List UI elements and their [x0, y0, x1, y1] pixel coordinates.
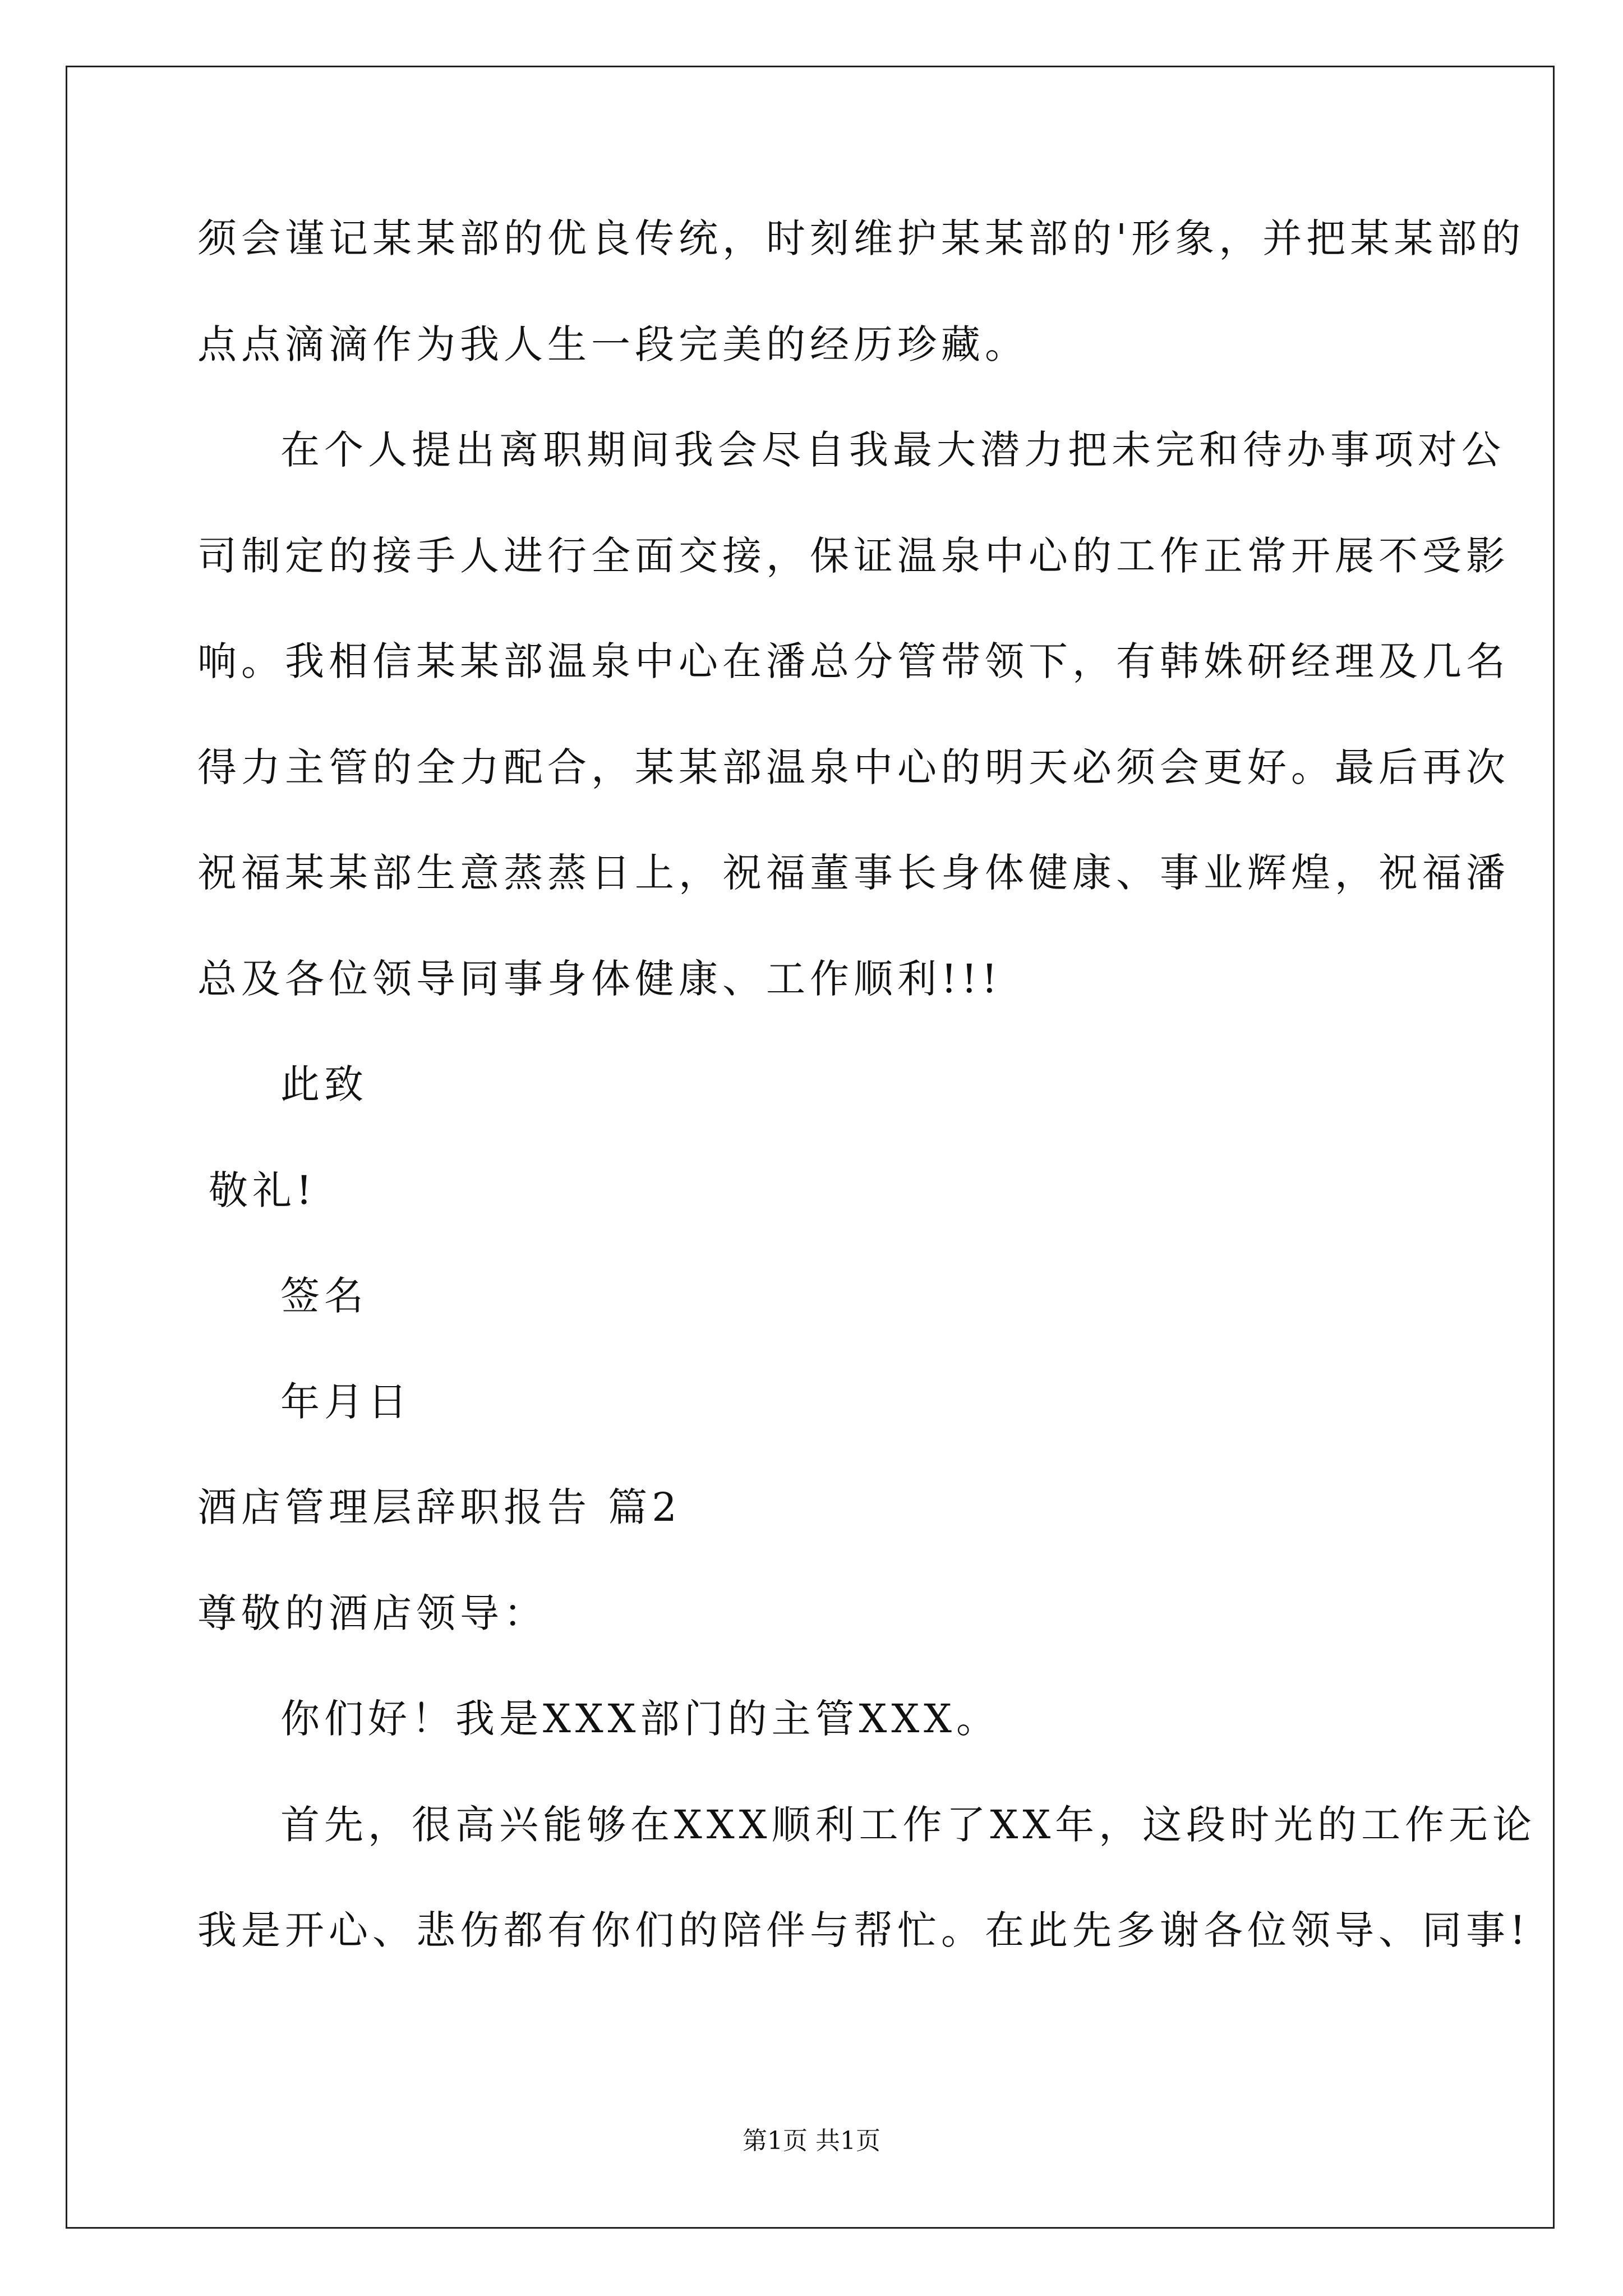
text-line: 得力主管的全力配合，某某部温泉中心的明天必须会更好。最后再次	[197, 744, 1510, 790]
date-label: 年月日	[280, 1378, 412, 1425]
closing-salutation: 此致	[280, 1061, 368, 1107]
text-line: 响。我相信某某部温泉中心在潘总分管带领下，有韩姝研经理及几名	[197, 638, 1510, 684]
letter-greeting: 尊敬的酒店领导：	[197, 1590, 547, 1636]
text-line: 首先，很高兴能够在XXX顺利工作了XX年，这段时光的工作无论	[280, 1801, 1537, 1848]
text-line: 总及各位领导同事身体健康、工作顺利!!!	[197, 955, 1002, 1002]
document-body	[197, 215, 1537, 2017]
text-line: 在个人提出离职期间我会尽自我最大潜力把未完和待办事项对公	[280, 427, 1505, 473]
text-line: 须会谨记某某部的优良传统，时刻维护某某部的'形象，并把某某部的	[197, 215, 1525, 261]
signature-label: 签名	[280, 1273, 368, 1319]
text-line: 你们好！我是XXX部门的主管XXX。	[280, 1696, 1000, 1742]
section-title: 酒店管理层辞职报告 篇2	[197, 1484, 681, 1530]
text-line: 祝福某某部生意蒸蒸日上，祝福董事长身体健康、事业辉煌，祝福潘	[197, 850, 1510, 896]
text-line: 我是开心、悲伤都有你们的陪伴与帮忙。在此先多谢各位领导、同事!	[197, 1907, 1530, 1953]
text-line: 点点滴滴作为我人生一段完美的经历珍藏。	[197, 321, 1029, 367]
text-line: 司制定的接手人进行全面交接，保证温泉中心的工作正常开展不受影	[197, 532, 1510, 579]
page-number-footer: 第1页 共1页	[743, 2127, 880, 2155]
closing-respect: 敬礼!	[209, 1167, 317, 1213]
